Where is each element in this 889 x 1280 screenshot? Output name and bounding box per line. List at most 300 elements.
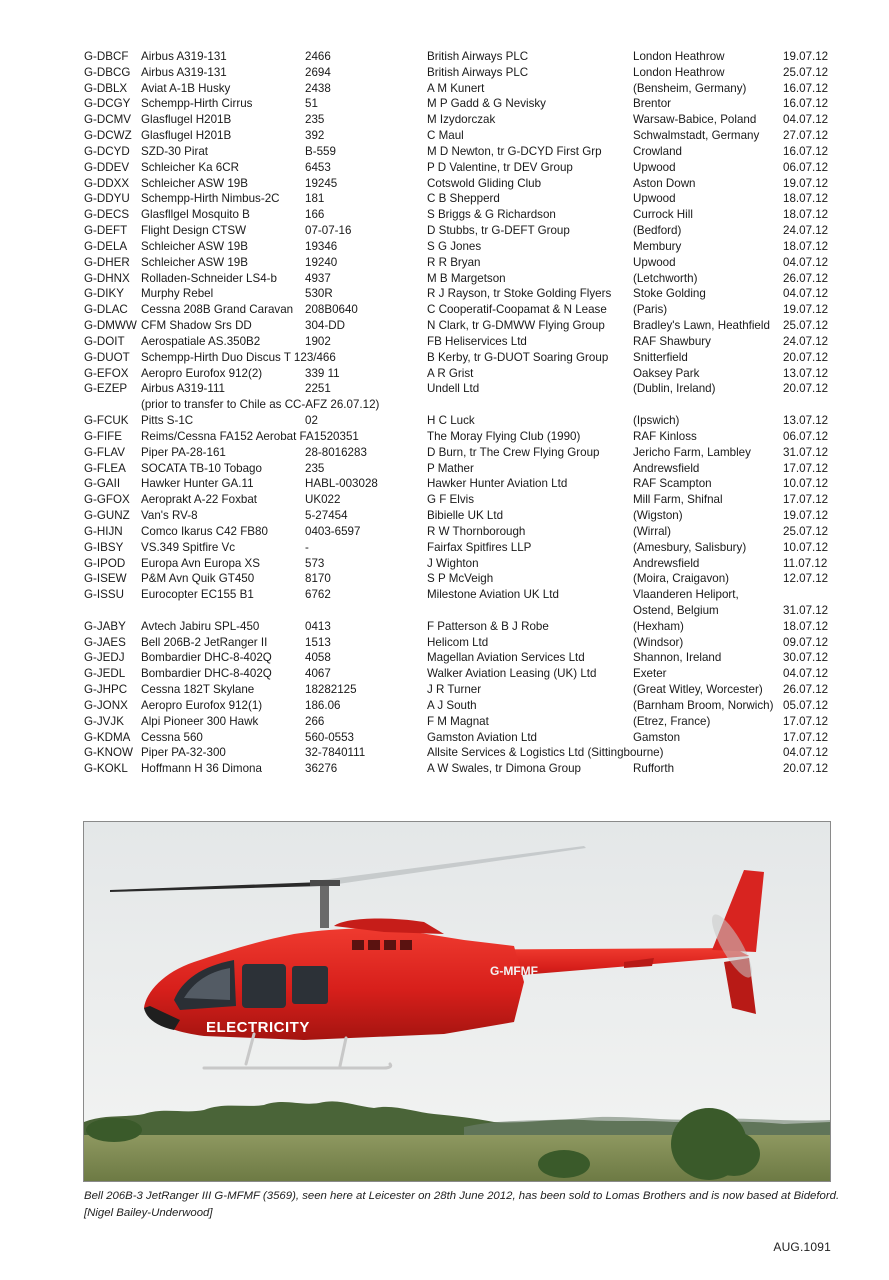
cell-reg: G-DLAC: [84, 303, 128, 317]
cell-msn: 6762: [305, 588, 331, 602]
cell-base: (Wigston): [633, 509, 683, 523]
cell-reg: G-JONX: [84, 698, 128, 712]
cell-base: Shannon, Ireland: [633, 651, 722, 665]
table-row: [0, 730, 889, 746]
cell-type: Piper PA-32-300: [141, 746, 226, 760]
cell-owner: P D Valentine, tr DEV Group: [427, 160, 573, 174]
cell-base: Gamston: [633, 730, 681, 744]
cell-reg: G-DHER: [84, 255, 130, 269]
cell-reg: G-JHPC: [84, 683, 128, 697]
cell-msn: 530R: [305, 287, 333, 301]
cell-owner: P Mather: [427, 461, 474, 475]
cell-type: SZD-30 Pirat: [141, 144, 209, 158]
table-row: [0, 160, 889, 176]
table-row: [0, 524, 889, 540]
cell-owner: Fairfax Spitfires LLP: [427, 540, 532, 554]
cell-type: Schleicher ASW 19B: [141, 239, 248, 253]
cell-type: Rolladen-Schneider LS4-b: [141, 271, 277, 285]
cell-owner: J Wighton: [427, 556, 479, 570]
cell-base: Exeter: [633, 667, 667, 681]
table-row: [0, 650, 889, 666]
table-row: [0, 619, 889, 635]
cell-date: 25.07.12: [783, 319, 829, 333]
table-row: [0, 476, 889, 492]
table-row: [0, 286, 889, 302]
cell-msn: 266: [305, 714, 325, 728]
cell-owner: G F Elvis: [427, 493, 475, 507]
cell-date: 16.07.12: [783, 144, 829, 158]
table-row: [0, 366, 889, 382]
cell-base: (Windsor): [633, 635, 684, 649]
cell-owner: D Stubbs, tr G-DEFT Group: [427, 224, 570, 238]
cell-type: Glasflugel H201B: [141, 129, 232, 143]
cell-owner: D Burn, tr The Crew Flying Group: [427, 445, 600, 459]
cell-reg: G-DDYU: [84, 192, 130, 206]
cell-owner: S Briggs & G Richardson: [427, 208, 556, 222]
cell-msn: 5-27454: [305, 509, 348, 523]
cell-owner: M D Newton, tr G-DCYD First Grp: [427, 144, 602, 158]
cell-base: (Great Witley, Worcester): [633, 683, 763, 697]
cell-date: 30.07.12: [783, 651, 829, 665]
cell-owner: C Maul: [427, 129, 464, 143]
cell-base: Brentor: [633, 97, 672, 111]
cell-base: Bradley's Lawn, Heathfield: [633, 319, 770, 333]
table-row: [0, 508, 889, 524]
cell-base: Currock Hill: [633, 208, 693, 222]
cell-owner: A R Grist: [427, 366, 474, 380]
cell-reg: G-DCGY: [84, 97, 131, 111]
table-row: [0, 49, 889, 65]
cell-type: Alpi Pioneer 300 Hawk: [141, 714, 259, 728]
cell-base: Aston Down: [633, 176, 696, 190]
cell-owner: British Airways PLC: [427, 50, 529, 63]
cell-base: Warsaw-Babice, Poland: [633, 113, 757, 127]
cell-type: Eurocopter EC155 B1: [141, 588, 254, 602]
cell-date: 17.07.12: [783, 461, 829, 475]
table-row: [0, 397, 889, 413]
cell-date: 10.07.12: [783, 540, 829, 554]
cell-reg: G-JEDL: [84, 667, 126, 681]
cell-base: Mill Farm, Shifnal: [633, 493, 723, 507]
cell-type: Airbus A319-111: [141, 382, 226, 396]
cell-msn: 2251: [305, 382, 331, 396]
table-row: [0, 65, 889, 81]
table-row: [0, 96, 889, 112]
table-row: [0, 112, 889, 128]
cell-base: RAF Kinloss: [633, 429, 697, 443]
cell-msn: 339 11: [305, 366, 340, 380]
cell-owner: FB Heliservices Ltd: [427, 334, 527, 348]
cell-owner: Gamston Aviation Ltd: [427, 730, 537, 744]
cell-base: Upwood: [633, 192, 676, 206]
cell-reg: G-DELA: [84, 239, 128, 253]
cell-reg: G-ISEW: [84, 572, 127, 586]
cell-date: 27.07.12: [783, 129, 829, 143]
cell-type: Schempp-Hirth Duo Discus T 123/466: [141, 350, 336, 364]
cell-base: Upwood: [633, 160, 676, 174]
cell-date: 09.07.12: [783, 635, 829, 649]
cell-reg: G-DEFT: [84, 224, 128, 238]
cell-type: Cessna 560: [141, 730, 203, 744]
cell-type: Hoffmann H 36 Dimona: [141, 762, 262, 776]
cell-owner: S P McVeigh: [427, 572, 494, 586]
cell-type: Bell 206B-2 JetRanger II: [141, 635, 268, 649]
table-row: [0, 745, 889, 761]
cell-msn: 573: [305, 556, 325, 570]
cell-date: 18.07.12: [783, 208, 829, 222]
cell-base: (Wirral): [633, 524, 671, 538]
cell-reg: G-IBSY: [84, 540, 124, 554]
cell-type: Flight Design CTSW: [141, 224, 247, 238]
cell-owner: H C Luck: [427, 414, 475, 428]
cell-msn: 304-DD: [305, 319, 345, 333]
cell-date: 16.07.12: [783, 81, 829, 95]
table-row: [0, 666, 889, 682]
table-row: [0, 350, 889, 366]
table-row: [0, 698, 889, 714]
cell-reg: G-DIKY: [84, 287, 124, 301]
cell-reg: G-DUOT: [84, 350, 130, 364]
cell-msn: UK022: [305, 493, 341, 507]
cell-type: Cessna 182T Skylane: [141, 683, 255, 697]
cell-msn: 2466: [305, 50, 331, 63]
cell-owner: A J South: [427, 698, 477, 712]
cell-type: SOCATA TB-10 Tobago: [141, 461, 262, 475]
cell-date: 17.07.12: [783, 714, 829, 728]
cell-type: Schleicher Ka 6CR: [141, 160, 239, 174]
cell-date: 04.07.12: [783, 255, 829, 269]
cell-msn: 181: [305, 192, 325, 206]
table-row: [0, 429, 889, 445]
table-row: [0, 239, 889, 255]
cell-type: Van's RV-8: [141, 509, 198, 523]
cell-reg: G-EFOX: [84, 366, 129, 380]
cell-reg: G-DMWW: [84, 319, 137, 333]
cell-owner: R J Rayson, tr Stoke Golding Flyers: [427, 287, 612, 301]
cell-date: 16.07.12: [783, 97, 829, 111]
cell-date: 19.07.12: [783, 509, 829, 523]
table-row: [0, 207, 889, 223]
table-row: [0, 381, 889, 397]
cell-date: 20.07.12: [783, 762, 829, 776]
cell-date: 10.07.12: [783, 477, 829, 491]
cell-date: 11.07.12: [783, 556, 828, 570]
cell-type: Aeropro Eurofox 912(2): [141, 366, 263, 380]
cell-type: Europa Avn Europa XS: [141, 556, 261, 570]
cell-base: (Dublin, Ireland): [633, 382, 716, 396]
cell-msn: 51: [305, 97, 318, 111]
cell-msn: 8170: [305, 572, 331, 586]
cell-reg: G-GFOX: [84, 493, 130, 507]
cell-base: Oaksey Park: [633, 366, 700, 380]
cell-reg: G-DBCF: [84, 50, 129, 63]
cell-type: (prior to transfer to Chile as CC-AFZ 26.07.12): [141, 398, 380, 412]
cell-reg: G-KDMA: [84, 730, 131, 744]
table-row: [0, 223, 889, 239]
cell-owner: A M Kunert: [427, 81, 485, 95]
cell-base: (Bensheim, Germany): [633, 81, 747, 95]
cell-date: 04.07.12: [783, 287, 829, 301]
cell-type: P&M Avn Quik GT450: [141, 572, 255, 586]
cell-type: Cessna 208B Grand Caravan: [141, 303, 294, 317]
cell-date: 13.07.12: [783, 414, 829, 428]
cell-owner: N Clark, tr G-DMWW Flying Group: [427, 319, 605, 333]
cell-msn: 36276: [305, 762, 338, 776]
cell-date: 25.07.12: [783, 65, 829, 79]
cell-reg: G-JABY: [84, 619, 126, 633]
cell-type: Pitts S-1C: [141, 414, 194, 428]
cell-base: (Paris): [633, 303, 668, 317]
cell-date: 24.07.12: [783, 334, 829, 348]
table-row: [0, 571, 889, 587]
cell-type: Airbus A319-131: [141, 50, 227, 63]
table-row: [0, 334, 889, 350]
table-row: [0, 81, 889, 97]
cell-base: Membury: [633, 239, 682, 253]
cell-date: 24.07.12: [783, 224, 829, 238]
cell-owner: Hawker Hunter Aviation Ltd: [427, 477, 568, 491]
cell-date: 05.07.12: [783, 698, 829, 712]
cell-type: Avtech Jabiru SPL-450: [141, 619, 260, 633]
cell-reg: G-ISSU: [84, 588, 124, 602]
cell-date: 18.07.12: [783, 619, 829, 633]
cell-base: (Etrez, France): [633, 714, 711, 728]
table-row: [0, 144, 889, 160]
cell-msn: 4067: [305, 667, 331, 681]
cell-date: 20.07.12: [783, 350, 829, 364]
cell-type: Aeroprakt A-22 Foxbat: [141, 493, 257, 507]
cell-reg: G-FLAV: [84, 445, 126, 459]
table-row: [0, 271, 889, 287]
table-row: [0, 255, 889, 271]
cell-base: Crowland: [633, 144, 682, 158]
cell-msn: 186.06: [305, 698, 341, 712]
cell-msn: 0413: [305, 619, 331, 633]
cell-type: Aerospatiale AS.350B2: [141, 334, 261, 348]
cell-reg: G-KOKL: [84, 762, 128, 776]
table-row: [0, 556, 889, 572]
cell-msn: 32-7840111: [305, 746, 366, 760]
table-row: [0, 191, 889, 207]
cell-base: London Heathrow: [633, 65, 725, 79]
cell-reg: G-DCWZ: [84, 129, 132, 143]
cell-reg: G-IPOD: [84, 556, 126, 570]
cell-date: 26.07.12: [783, 271, 829, 285]
cell-owner: S G Jones: [427, 239, 482, 253]
cell-date: 19.07.12: [783, 176, 829, 190]
helicopter-illustration: [84, 822, 830, 1181]
cell-type: Reims/Cessna FA152 Aerobat FA1520351: [141, 429, 359, 443]
cell-date: 20.07.12: [783, 382, 829, 396]
cell-date: 19.07.12: [783, 303, 829, 317]
cell-base: Schwalmstadt, Germany: [633, 129, 760, 143]
cell-base: London Heathrow: [633, 50, 725, 63]
photo-caption: [84, 1188, 840, 1221]
helicopter-photo: [83, 821, 831, 1182]
cell-date: 04.07.12: [783, 746, 829, 760]
cell-date: 19.07.12: [783, 50, 829, 63]
cell-msn: 4058: [305, 651, 331, 665]
cell-owner: M B Margetson: [427, 271, 506, 285]
register-table: [0, 49, 889, 777]
cell-base: Jericho Farm, Lambley: [633, 445, 751, 459]
cell-msn: 28-8016283: [305, 445, 367, 459]
cell-reg: G-JAES: [84, 635, 126, 649]
cell-msn: 2694: [305, 65, 331, 79]
cell-owner: F M Magnat: [427, 714, 489, 728]
cell-base: Rufforth: [633, 762, 675, 776]
cell-msn: 19240: [305, 255, 338, 269]
cell-base: Vlaanderen Heliport,: [633, 588, 739, 602]
cell-type: Murphy Rebel: [141, 287, 214, 301]
cell-base: (Ipswich): [633, 414, 680, 428]
cell-reg: G-DBLX: [84, 81, 128, 95]
cell-owner: British Airways PLC: [427, 65, 529, 79]
cell-date: 13.07.12: [783, 366, 829, 380]
cell-owner: A W Swales, tr Dimona Group: [427, 762, 581, 776]
cell-base: Ostend, Belgium: [633, 603, 719, 617]
cell-date: 31.07.12: [783, 603, 829, 617]
cell-msn: 19346: [305, 239, 338, 253]
cell-msn: 1902: [305, 334, 331, 348]
cell-type: VS.349 Spitfire Vc: [141, 540, 236, 554]
page-number: AUG.1091: [773, 1240, 831, 1254]
cell-reg: G-DCMV: [84, 113, 132, 127]
cell-msn: 1513: [305, 635, 331, 649]
cell-owner: Undell Ltd: [427, 382, 480, 396]
cell-base: (Bedford): [633, 224, 682, 238]
cell-owner: F Patterson & B J Robe: [427, 619, 549, 633]
table-row: [0, 761, 889, 777]
cell-owner: Walker Aviation Leasing (UK) Ltd: [427, 667, 597, 681]
cell-type: Bombardier DHC-8-402Q: [141, 667, 272, 681]
cell-reg: G-EZEP: [84, 382, 128, 396]
cell-type: Piper PA-28-161: [141, 445, 226, 459]
table-row: [0, 176, 889, 192]
table-row: [0, 445, 889, 461]
cell-msn: 392: [305, 129, 325, 143]
cell-date: 25.07.12: [783, 524, 829, 538]
cell-date: 06.07.12: [783, 160, 829, 174]
cell-msn: 07-07-16: [305, 224, 352, 238]
cell-base: Andrewsfield: [633, 461, 700, 475]
cell-msn: 0403-6597: [305, 524, 361, 538]
cell-owner: Cotswold Gliding Club: [427, 176, 542, 190]
cell-base: RAF Scampton: [633, 477, 712, 491]
cell-owner: B Kerby, tr G-DUOT Soaring Group: [427, 350, 609, 364]
cell-owner: The Moray Flying Club (1990): [427, 429, 581, 443]
cell-date: 04.07.12: [783, 113, 829, 127]
registration-marking: G-MFMF: [490, 964, 538, 978]
cell-base: (Barnham Broom, Norwich): [633, 698, 774, 712]
cell-msn: 4937: [305, 271, 331, 285]
table-row: [0, 302, 889, 318]
cell-reg: G-JVJK: [84, 714, 124, 728]
table-row: [0, 714, 889, 730]
cell-owner: M P Gadd & G Nevisky: [427, 97, 546, 111]
cell-reg: G-DOIT: [84, 334, 125, 348]
cell-reg: G-KNOW: [84, 746, 133, 760]
table-row: [0, 413, 889, 429]
cell-type: Glasfllgel Mosquito B: [141, 208, 250, 222]
cell-reg: G-FIFE: [84, 429, 122, 443]
cell-type: Schleicher ASW 19B: [141, 176, 248, 190]
cell-reg: G-DBCG: [84, 65, 131, 79]
caption-credit: [Nigel Bailey-Underwood]: [84, 1206, 213, 1219]
cell-msn: HABL-003028: [305, 477, 378, 491]
cell-base: (Letchworth): [633, 271, 698, 285]
table-row: [0, 635, 889, 651]
table-row: [0, 318, 889, 334]
table-row: [0, 492, 889, 508]
cell-date: 18.07.12: [783, 192, 829, 206]
cell-msn: 02: [305, 414, 318, 428]
cell-reg: G-FCUK: [84, 414, 129, 428]
cell-reg: G-DCYD: [84, 144, 130, 158]
cell-date: 12.07.12: [783, 572, 829, 586]
cell-owner: Allsite Services & Logistics Ltd (Sittingbourne): [427, 746, 664, 760]
cell-base: (Moira, Craigavon): [633, 572, 729, 586]
table-row: [0, 128, 889, 144]
cell-reg: G-GAII: [84, 477, 121, 491]
cell-date: 04.07.12: [783, 667, 829, 681]
cell-msn: -: [305, 540, 309, 554]
table-row: [0, 461, 889, 477]
cell-date: 17.07.12: [783, 493, 829, 507]
cell-owner: Bibielle UK Ltd: [427, 509, 504, 523]
cell-msn: 235: [305, 113, 325, 127]
table-row: [0, 587, 889, 603]
cell-msn: 560-0553: [305, 730, 354, 744]
cell-reg: G-JEDJ: [84, 651, 125, 665]
cell-reg: G-DECS: [84, 208, 130, 222]
table-row: [0, 540, 889, 556]
cell-date: 06.07.12: [783, 429, 829, 443]
cell-type: CFM Shadow Srs DD: [141, 319, 252, 333]
table-row: [0, 603, 889, 619]
cell-owner: Magellan Aviation Services Ltd: [427, 651, 585, 665]
cell-type: Comco Ikarus C42 FB80: [141, 524, 268, 538]
cell-base: Upwood: [633, 255, 676, 269]
cell-msn: 166: [305, 208, 325, 222]
cell-reg: G-FLEA: [84, 461, 126, 475]
cell-reg: G-GUNZ: [84, 509, 130, 523]
fuselage-text: ELECTRICITY: [206, 1019, 310, 1036]
cell-date: 18.07.12: [783, 239, 829, 253]
cell-base: (Amesbury, Salisbury): [633, 540, 747, 554]
cell-reg: G-DDXX: [84, 176, 130, 190]
cell-date: 17.07.12: [783, 730, 829, 744]
cell-reg: G-DHNX: [84, 271, 130, 285]
cell-base: RAF Shawbury: [633, 334, 711, 348]
cell-type: Schempp-Hirth Cirrus: [141, 97, 253, 111]
cell-owner: R R Bryan: [427, 255, 481, 269]
cell-owner: Helicom Ltd: [427, 635, 489, 649]
cell-msn: B-559: [305, 144, 336, 158]
rotor-mast: [320, 880, 329, 928]
caption-text: Bell 206B-3 JetRanger III G-MFMF (3569), seen here at Leicester on 28th June 2012, has been sold to Lomas Brothers and is now based at Bideford.: [84, 1190, 840, 1202]
cell-owner: C Cooperatif-Coopamat & N Lease: [427, 303, 607, 317]
cell-reg: G-DDEV: [84, 160, 130, 174]
cell-owner: R W Thornborough: [427, 524, 526, 538]
door-window: [242, 964, 286, 1008]
cell-type: Airbus A319-131: [141, 65, 227, 79]
table-row: [0, 682, 889, 698]
cell-reg: G-HIJN: [84, 524, 123, 538]
cell-type: Schleicher ASW 19B: [141, 255, 248, 269]
cell-type: Glasflugel H201B: [141, 113, 232, 127]
cell-base: (Hexham): [633, 619, 684, 633]
